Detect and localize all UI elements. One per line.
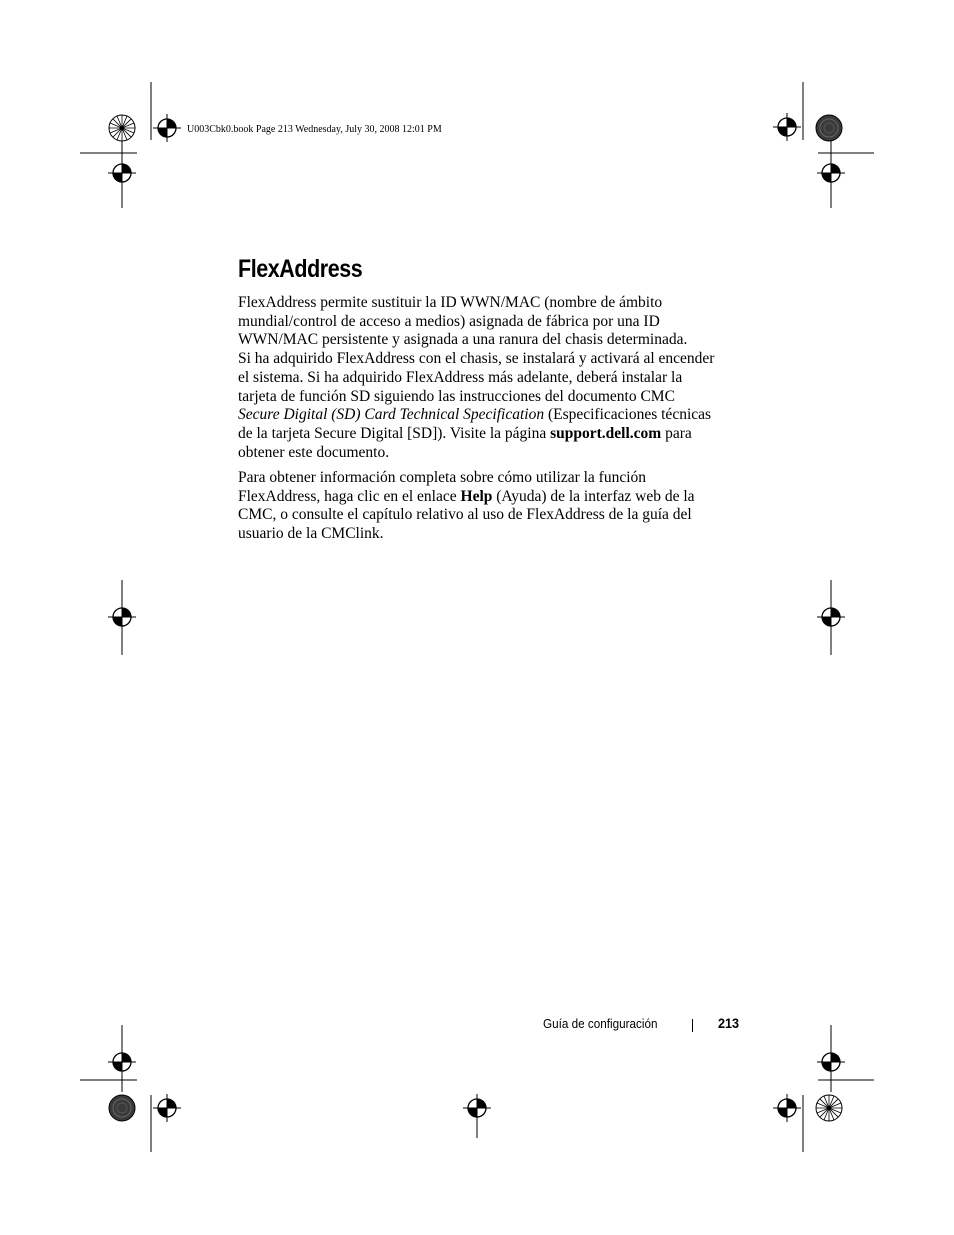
print-slug-line: U003Cbk0.book Page 213 Wednesday, July 30, 2008 12:01 PM <box>187 124 442 135</box>
text-line: WWN/MAC persistente y asignada a una ranura del chasis determinada. <box>238 331 688 349</box>
support-link-text: support.dell.com <box>550 424 662 442</box>
text-line: FlexAddress permite sustituir la ID WWN/MAC (nombre de ámbito <box>238 294 663 311</box>
text-fragment: FlexAddress, haga clic en el enlace <box>238 487 461 505</box>
document-title-italic: Secure Digital (SD) Card Technical Specification <box>238 406 545 424</box>
text-line: CMC, o consulte el capítulo relativo al uso de FlexAddress de la guía del <box>238 506 692 524</box>
page-number: 213 <box>718 1015 740 1031</box>
help-link-text: Help <box>460 487 493 505</box>
text-fragment: (Especificaciones técnicas <box>544 406 712 424</box>
text-line: el sistema. Si ha adquirido FlexAddress más adelante, deberá instalar la <box>238 368 683 386</box>
text-fragment: (Ayuda) de la interfaz web de la <box>492 487 695 505</box>
page-title: FlexAddress <box>238 255 363 283</box>
text-line: Para obtener información completa sobre cómo utilizar la función <box>238 469 647 486</box>
footer-separator <box>692 1019 693 1032</box>
text-line <box>238 425 738 444</box>
text-fragment: de la tarjeta Secure Digital [SD]). Visite la página <box>238 424 551 442</box>
text-line: Si ha adquirido FlexAddress con el chasis, se instalará y activará al encender <box>238 350 715 368</box>
paragraph-help-info <box>238 469 738 544</box>
text-line: tarjeta de función SD siguiendo las instrucciones del documento CMC <box>238 387 675 405</box>
text-line: obtener este documento. <box>238 443 390 461</box>
text-fragment: para <box>661 424 692 442</box>
text-line: usuario de la CMClink. <box>238 525 384 543</box>
footer-section-label: Guía de configuración <box>543 1016 658 1031</box>
paragraph-flexaddress-intro <box>238 294 738 462</box>
text-line <box>238 406 738 425</box>
text-line: mundial/control de acceso a medios) asignada de fábrica por una ID <box>238 312 660 330</box>
text-line <box>238 488 738 507</box>
